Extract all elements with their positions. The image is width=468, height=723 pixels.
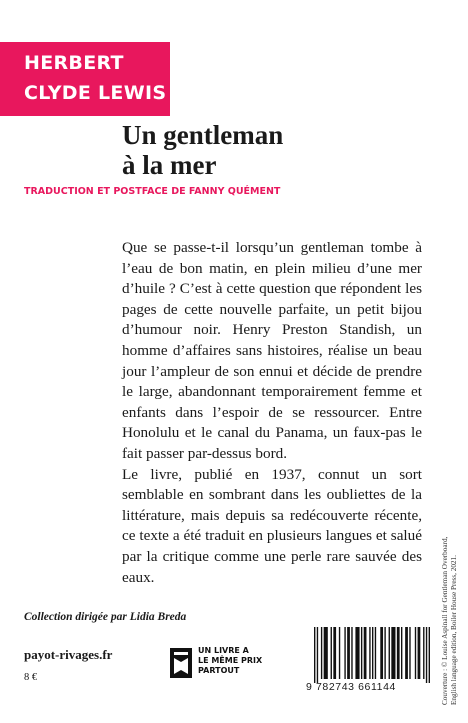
barcode-bar <box>324 627 328 679</box>
barcode-bar <box>409 627 410 679</box>
barcode-bar <box>401 627 402 679</box>
barcode-bar <box>351 627 352 679</box>
barcode-bar <box>375 627 376 679</box>
barcode-bar <box>372 627 373 679</box>
barcode-bar <box>384 627 385 679</box>
cover-credit <box>441 505 458 705</box>
prix-label-line-3: PARTOUT <box>198 666 240 675</box>
prix-label-line-1: UN LIVRE A <box>198 646 249 655</box>
barcode-bar <box>364 627 367 679</box>
prix-label-line-2: LE MÊME PRIX <box>198 656 263 665</box>
collection-director: Collection dirigée par Lidia Breda <box>24 611 187 623</box>
barcode-bar <box>391 627 395 679</box>
barcode-bar <box>339 627 340 679</box>
summary-paragraph-2: Le livre, publié en 1937, connut un sort semblable en sombrant dans les oubliettes de la littérature, mais depuis sa redécouverte récente, ce texte a été traduit en plusieurs langues et salué par la critique comme une perle rare sauvée des eaux. <box>122 465 422 586</box>
book-title-line-1: Un gentleman <box>122 120 284 150</box>
barcode-bar <box>331 627 332 679</box>
barcode-bar <box>418 627 421 679</box>
summary-paragraph-1: Que se passe-t-il lorsqu’un gentleman tombe à l’eau de bon matin, en plein milieu d’une mer d’huile ? C’est à cette question que répondent les pages de cette nouvelle parfaite, un petit bijou d’humour noir. Henry Preston Standish, un homme d’affaires sans histoires, réalise un beau jour l’ampleur de son ennui et décide de prendre le large, abandonnant temporairement femme et enfants dans l’espoir de se ressourcer. Entre Honolulu et le canal du Panama, un faux-pas le fait passer par-dessus bord. <box>122 239 422 462</box>
barcode-bar <box>321 627 322 679</box>
barcode-bar <box>361 627 362 679</box>
barcode-bar <box>355 627 359 679</box>
prix-unique-label <box>198 646 288 676</box>
barcode-bar <box>405 627 408 679</box>
book-title-line-2: à la mer <box>122 150 217 180</box>
barcode-bar <box>426 627 427 683</box>
barcode-bar <box>369 627 370 679</box>
barcode-bar <box>380 627 383 679</box>
book-price-logo-icon <box>170 648 192 678</box>
barcode-bar <box>389 627 390 679</box>
back-cover-summary <box>122 238 422 588</box>
book-price: 8 € <box>24 672 38 683</box>
barcode-bar <box>397 627 400 679</box>
barcode-bar <box>423 627 424 679</box>
cover-credit-line-2: English language edition, Boiler House Press, 2021. <box>450 555 458 705</box>
ean-barcode-icon <box>312 627 432 683</box>
barcode-bar <box>347 627 350 679</box>
author-last-name: CLYDE LEWIS <box>24 82 167 104</box>
isbn-number: 9 782743 661144 <box>306 681 396 693</box>
cover-credit-line-1: Couverture : © Louise Aspinall for Gentleman Overboard, <box>441 536 449 705</box>
barcode-bar <box>314 627 315 683</box>
barcode-bar <box>333 627 336 679</box>
barcode-bar <box>344 627 345 679</box>
barcode-bar <box>429 627 430 683</box>
barcode-bar <box>317 627 318 683</box>
author-band <box>0 42 170 116</box>
barcode-bar <box>415 627 416 679</box>
translation-credit: TRADUCTION ET POSTFACE DE FANNY QUÉMENT <box>24 186 281 197</box>
publisher-website: payot-rivages.fr <box>24 647 113 662</box>
author-first-name: HERBERT <box>24 52 124 74</box>
